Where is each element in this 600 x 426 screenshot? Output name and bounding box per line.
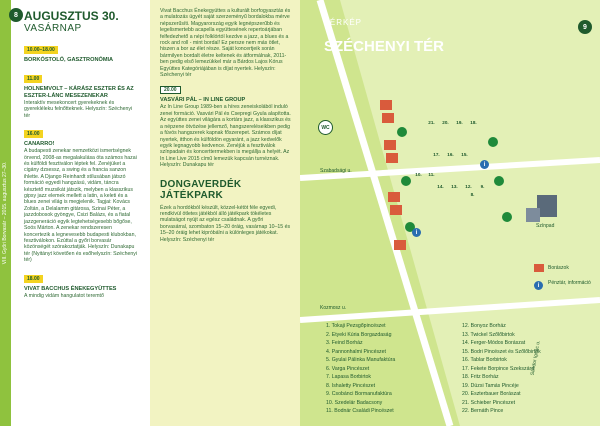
- right-page: [300, 0, 600, 426]
- stage-label: Színpad: [536, 223, 555, 229]
- page-number-left: 8: [9, 8, 23, 22]
- map-number: 9.: [480, 184, 485, 189]
- event-description: Interaktív mesekoncert gyerekeknek és gyerekléleku felnőtteknek. Helyszín: Széchenyi tér: [24, 100, 133, 119]
- middle-column: [150, 0, 300, 426]
- stall: [390, 205, 402, 215]
- list-item: 21. Schieber Pincészet: [462, 399, 516, 406]
- map-number: 17.: [433, 152, 440, 157]
- info-marker: i: [480, 160, 489, 169]
- map-number: 10.: [415, 172, 422, 177]
- park-title: DONGAVERDÉK JÁTÉKPARK: [160, 178, 242, 201]
- stall: [380, 100, 392, 110]
- street-name: Szabadsági u.: [320, 168, 352, 174]
- list-item: 15. Bodri Pincészet és Szőlőbirtok: [462, 348, 541, 355]
- stall: [386, 153, 398, 163]
- event-time: 11.00: [24, 75, 42, 83]
- event-item: [24, 267, 139, 299]
- event-title: HOLNEMVOLT – KÁRÁSZ ESZTER ÉS AZ ESZTER-LÁNC MESEZENEKAR: [24, 86, 134, 99]
- event-time: 10.00–18.00: [24, 46, 58, 54]
- map-title: SZÉCHENYI TÉR: [324, 38, 445, 55]
- event-description: A mindig vidám hangulatot teremtő: [24, 292, 104, 299]
- list-item: 2. Etyeki Kúria Borgazdaság: [326, 331, 392, 338]
- map-number: 21.: [428, 120, 435, 125]
- tree: [494, 176, 504, 186]
- event-item: [24, 122, 139, 263]
- legend-winery-swatch: [534, 264, 544, 272]
- event-item: [24, 67, 139, 119]
- map-number: 20.: [442, 120, 449, 125]
- winery-list-left: [326, 322, 395, 416]
- page-number-right: 9: [578, 20, 592, 34]
- stall: [394, 240, 406, 250]
- legend-wineries: Borászok: [548, 265, 569, 271]
- event-title: VIVAT BACCHUS ÉNEKEGYÜTTES: [24, 285, 117, 292]
- side-strip: [0, 0, 11, 426]
- list-item: 22. Bernáth Pince: [462, 408, 504, 414]
- list-item: 18. Fritz Borház: [462, 374, 499, 380]
- tree: [488, 137, 498, 147]
- list-item: 3. Feind Borház: [326, 340, 363, 346]
- street-name: Sándor Ignác u.: [529, 340, 542, 376]
- event-time: 16.00: [24, 130, 43, 138]
- list-item: 9. Csobánci Bormanufaktúra: [326, 391, 392, 397]
- program-column: [24, 10, 139, 299]
- list-item: 6. Varga Pincészet: [326, 365, 370, 372]
- program-date: AUGUSZTUS 30.: [24, 9, 119, 23]
- winery-list-right: [462, 322, 541, 416]
- tree: [401, 176, 411, 186]
- map-number: 15.: [461, 152, 468, 157]
- map-number: 8.: [470, 192, 475, 197]
- legend-info-icon: i: [534, 281, 543, 290]
- event-title: VASVÁRI PÁL – IN LINE GROUP: [160, 97, 246, 104]
- list-item: 10. Szedelár Badacsony: [326, 399, 383, 406]
- list-item: 12. Bonyoz Borház: [462, 323, 506, 329]
- stall: [388, 192, 400, 202]
- stall: [384, 140, 396, 150]
- map-number: 16.: [447, 152, 454, 157]
- event-title: CANARRO!: [24, 141, 55, 148]
- list-item: 8. Ishaletty Pincészet: [326, 382, 376, 389]
- list-item: 11. Bodnár Családi Pincészet: [326, 408, 394, 414]
- event-description: A budapesti zenekar nemzetközi ismertségnek örvend, 2008-as megalakulása óta számos hazai és külföldi fesztiválon léptek fel. Zenéjüket a cigány dzsessz, a swing és a francia sanzon ihlette. A Django Reinhardt stílusában játszó formáció egyedi hangzású, vidám, táncra késztető muzsikát játszik, melyben a klasszikus gipsy jazz elemek mellett a latin, a keleti és a blues zenei világ is megjelenik. Tagjai: Kovács Zoltán, a Delalamm gitárosa, Szinai Péter, a jazzdobosok gyöngye, Csizi Balázs, és a fiatal jazzgeneráció egyik legtehetségesebb bőgőse, Soós Márton. A zenekar rendszeresen koncertezik a legnevesebb budapesti klubokban, fesztiválokon. Ezúttal a győri borvasár közönségét szórakoztatják. Helyszín: Dunakapu tér (Nyitányt követően és esőhelyszín: Széchenyi tér): [24, 148, 138, 264]
- side-caption: VIII. Győri Borvasár – 2015. augusztus 27–30.: [2, 161, 8, 265]
- list-item: 20. Eszterbauer Borászat: [462, 391, 521, 397]
- park-description: Ézek a hordókból készült, közzel-kétöt féle egyedi, rendkívül ötletes játékból álló játékpark tökéletes mulatságot nyújt az egész családnak. A győri borvasárral, szombaton 15–20 óráig, vasárnap 10–15 és 15–20 óráig lehet kipróbálni a különleges játékokat. Helyszín: Széchenyi tér: [160, 204, 291, 243]
- event-title: BORKÓSTOLÓ, GASZTRONÓMIA: [24, 57, 114, 63]
- list-item: 5. Gyulai Pálinka Manufaktúra: [326, 357, 396, 363]
- list-item: 13. Twickel Szőlőbirtok: [462, 331, 515, 338]
- info-marker: i: [412, 228, 421, 237]
- map-number: 13.: [451, 184, 458, 189]
- stage-shape: [526, 208, 540, 222]
- map-number: 19.: [456, 120, 463, 125]
- event-description: Az In Line Group 1989-ben a híres zeneiskolából induló zenei formáció. Vasvári Pál és Csepregi Gyula alapította. Az együttes zenei világára a kortárs jazz, a klasszikus és a népzene ötvözése jellemző, hangszereléseikben pedig a fúvós hangszerek kapnak főszerepet. Számos díjat nyertek, itthon és külföldön egyaránt, a jazz kedvelők egyik legnagyobb kedvence. Zenéjük a fesztiválok színpadain és koncerttermekben is megállja a helyét. Az In Line Live 2015 című lemezük kapcsán turnéznak. Helyszín: Dunakapu tér: [160, 104, 291, 169]
- wc-marker: WC: [318, 120, 333, 135]
- tree: [397, 127, 407, 137]
- list-item: 17. Fekete Borpince Szekszárd: [462, 365, 535, 372]
- list-item: 7. Lapasa Borbirtok: [326, 374, 371, 380]
- event-item: [24, 38, 139, 64]
- map-number: 11.: [428, 172, 435, 177]
- map-number: 18.: [470, 120, 477, 125]
- program-day: VASÁRNAP: [24, 23, 82, 34]
- map-label: TÉRKÉP: [324, 18, 363, 27]
- list-item: 16. Tablar Borbirtok: [462, 357, 507, 363]
- event-time: 20.00: [160, 86, 181, 94]
- stall: [382, 113, 394, 123]
- map-number: 14.: [437, 184, 444, 189]
- list-item: 19. Dúzsi Tamás Pincéje: [462, 382, 519, 389]
- event-time: 18.00: [24, 275, 43, 283]
- map-number: 12.: [465, 184, 472, 189]
- street-name: Kozmosz u.: [320, 305, 347, 311]
- list-item: 1. Tokaji Pezsgőpincészet: [326, 323, 386, 329]
- list-item: 4. Pannonhalmi Pincészet: [326, 348, 386, 355]
- legend-info: Pénztár, információ: [548, 280, 591, 286]
- list-item: 14. Ferger-Módos Borászat: [462, 340, 526, 346]
- vivat-description: Vivat Bacchus Énekegyüttes a kulturált borfogyasztás és a mulatozás ügyét saját szerzeményű bordalokba mérve népszerűsíti. Magyarország egyik legnépszerűbb és legelismertebb acapella együttesének repertoárjában felfedezhető a népi folklórtól kezdve a jazz, a blues és a rock and roll - mint bordal! Ez persze nem más ötlet, hiszen a bor az élet része. Saját koncertjeik során bármilyen bordalt életre keltenek és átformálnak, 2011-ben pedig első lemezükkel már a Bárdos Lajos Kórus Együttes Kategóriájában is díjat nyertek. Helyszín: Széchenyi tér: [160, 8, 291, 79]
- tree: [502, 212, 512, 222]
